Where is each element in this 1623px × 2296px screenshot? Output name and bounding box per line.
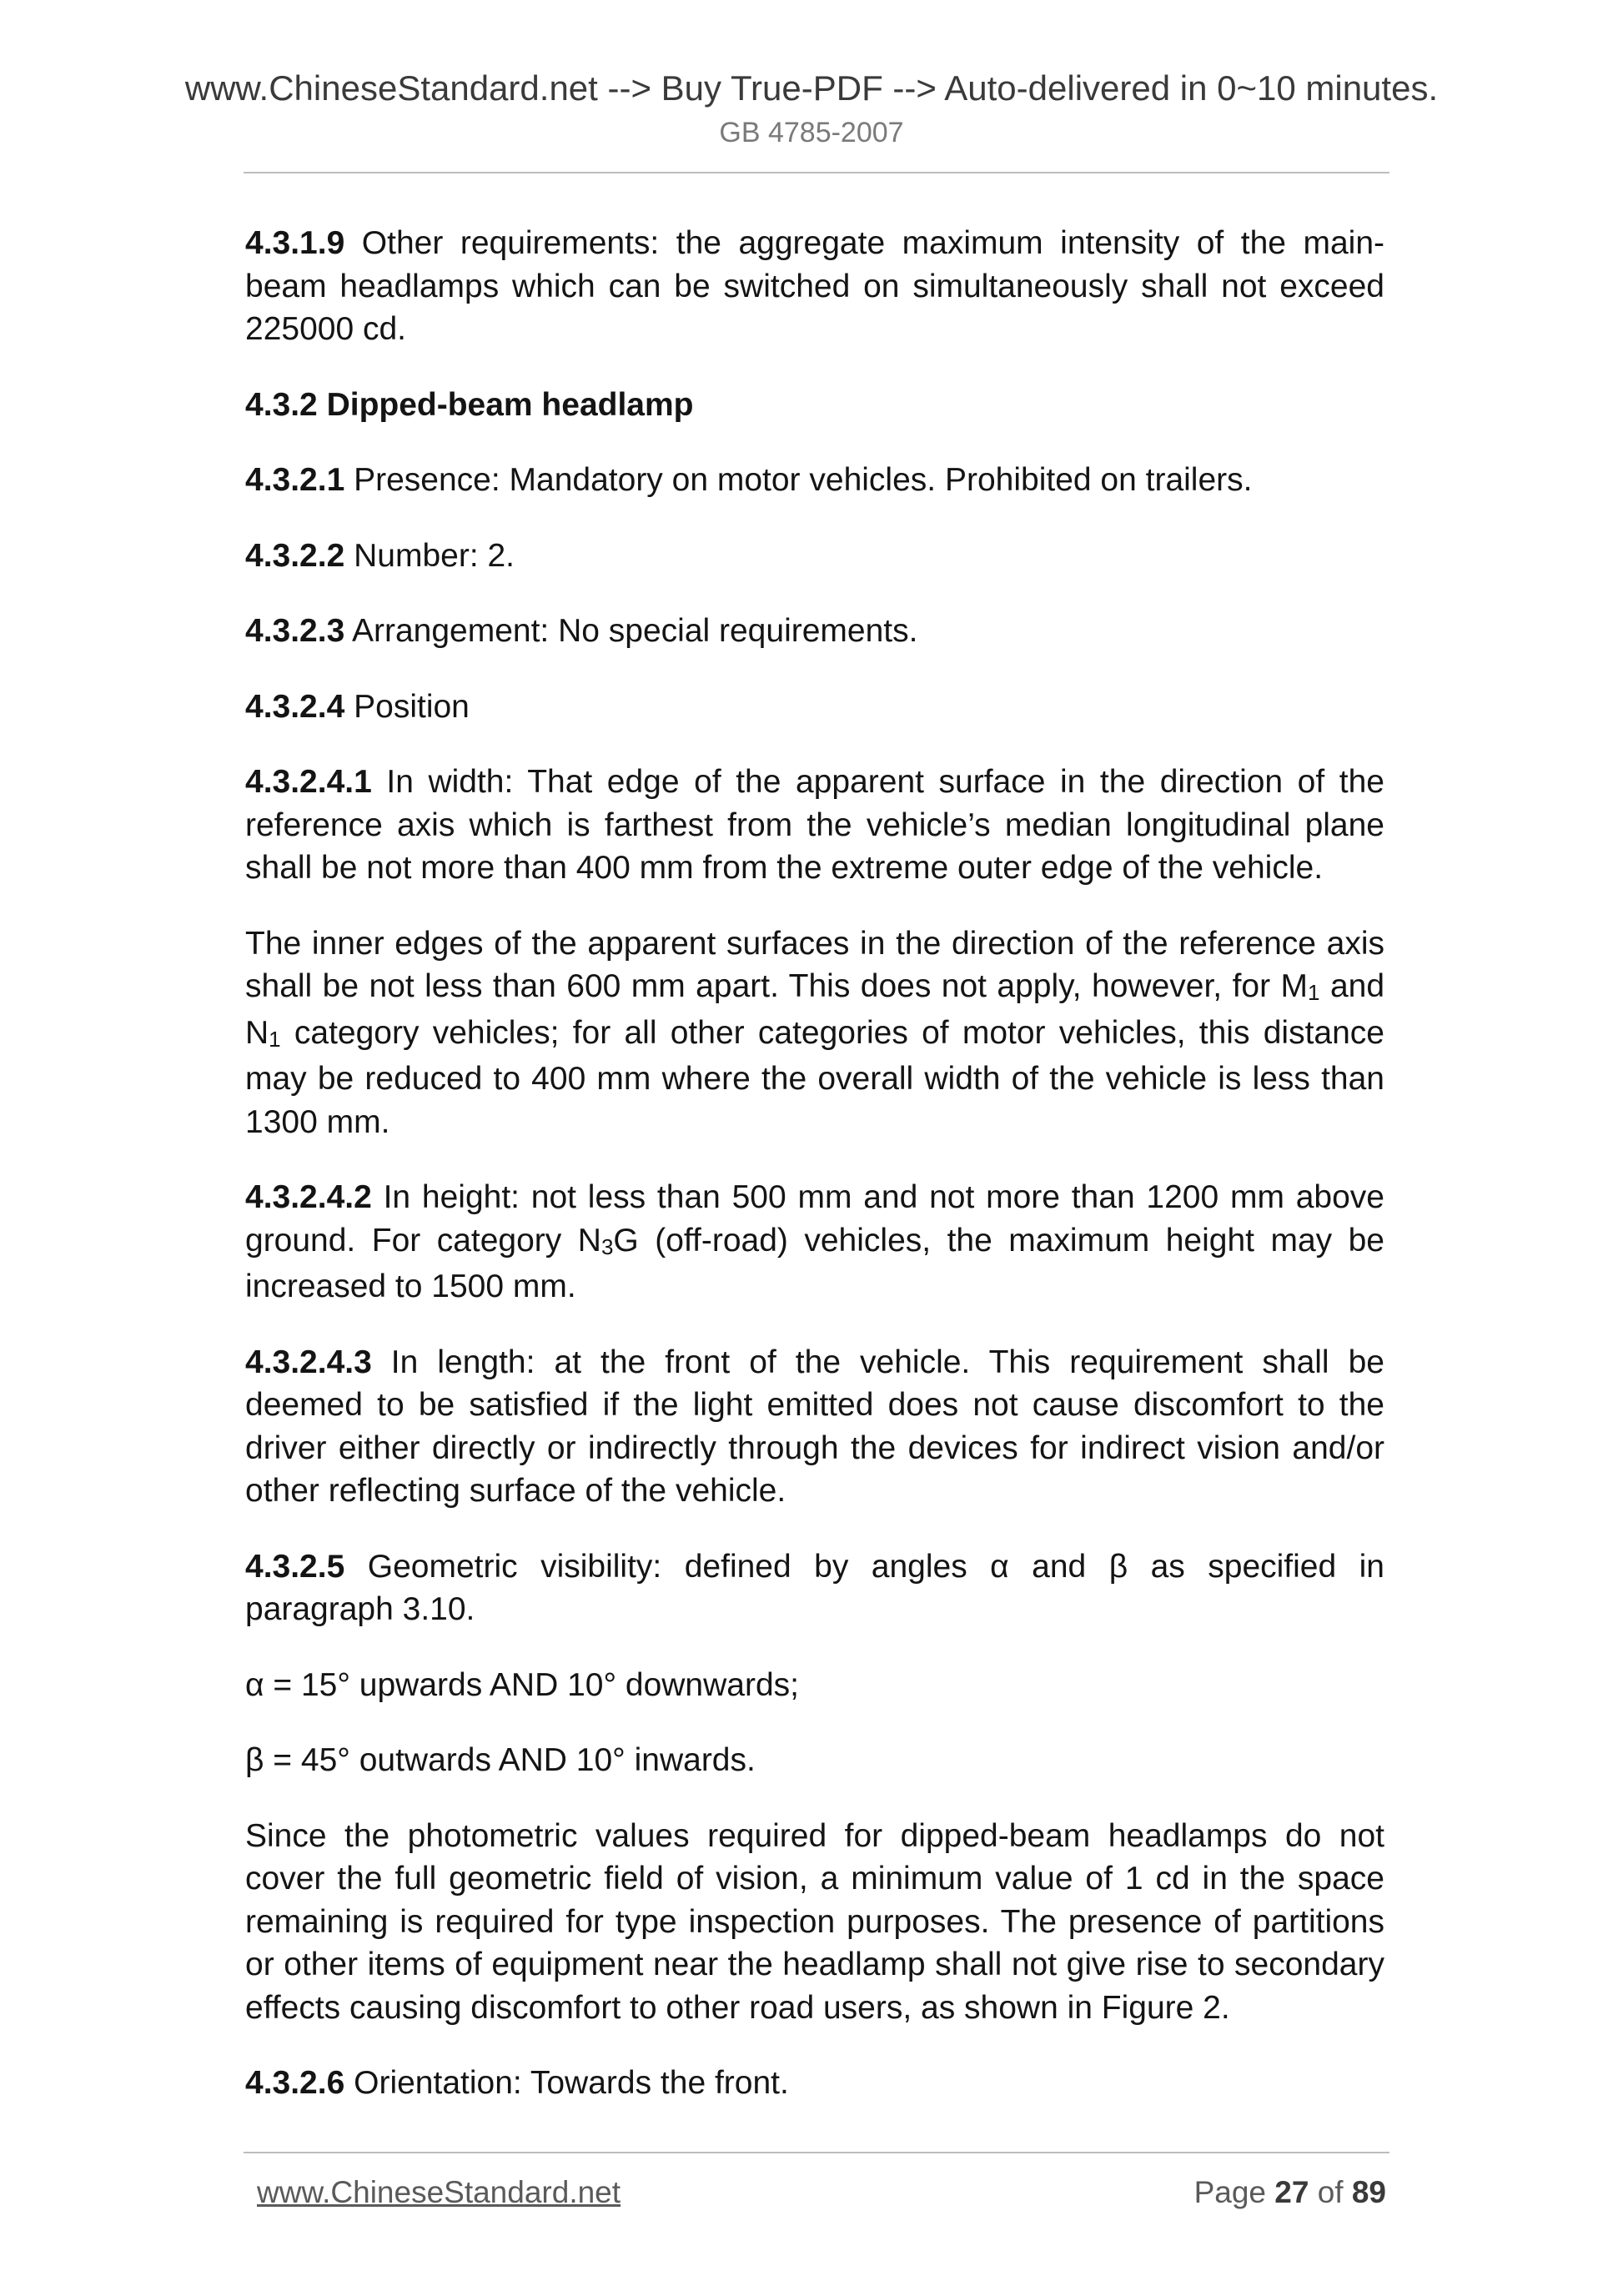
clause-text: Geometric visibility: defined by angles α and β as specified in paragraph 3.10.: [245, 1548, 1384, 1627]
clause-number: 4.3.2.4.1: [245, 764, 372, 800]
clause-4-3-1-9: [245, 222, 1384, 351]
clause-4-3-2-4-1: [245, 761, 1384, 890]
clause-4-3-2-3: [245, 610, 1384, 653]
page-word: Page: [1193, 2175, 1275, 2209]
document-body: [245, 222, 1384, 2138]
clause-number: 4.3.2.2: [245, 537, 345, 574]
angle-beta-definition: β = 45° outwards AND 10° inwards.: [245, 1742, 756, 1778]
clause-text: Orientation: Towards the front.: [344, 2065, 789, 2101]
clause-text: Number: 2.: [344, 537, 515, 574]
clause-4-3-2-1: [245, 459, 1384, 502]
footer-site-link[interactable]: www.ChineseStandard.net: [257, 2175, 621, 2209]
paragraph-text: and N: [245, 968, 1385, 1051]
subscript: 1: [269, 1026, 281, 1052]
footer-divider: [244, 2152, 1389, 2153]
clause-4-3-2-6: [245, 2062, 1384, 2105]
clause-number: 4.3.2.4.3: [245, 1344, 372, 1380]
section-heading-4-3-2: [245, 384, 1384, 427]
clause-text: In height: not less than 500 mm and not more than 1200 mm above ground. For category N: [245, 1179, 1384, 1259]
clause-number: 4.3.2.6: [245, 2065, 345, 2101]
page-of: of: [1309, 2175, 1352, 2209]
page-total: 89: [1351, 2175, 1386, 2209]
clause-number: 4.3.2.3: [245, 613, 345, 649]
section-heading-text: 4.3.2 Dipped-beam headlamp: [245, 386, 694, 423]
clause-number: 4.3.2.5: [245, 1548, 345, 1585]
subscript: 1: [1308, 980, 1320, 1005]
clause-text: Other requirements: the aggregate maximum intensity of the main-beam headlamps which can be switched on simultaneously shall not exceed 225000 cd.: [245, 225, 1384, 347]
clause-4-3-2-2: [245, 535, 1384, 578]
clause-4-3-2-5: [245, 1545, 1384, 1631]
paragraph-text: The inner edges of the apparent surfaces in the direction of the reference axis shall be not less than 600 mm apart. This does not apply, however, for M: [245, 925, 1384, 1004]
clause-number: 4.3.2.4: [245, 688, 345, 725]
subscript: 3: [600, 1233, 614, 1259]
clause-number: 4.3.1.9: [245, 225, 345, 261]
paragraph-text: category vehicles; for all other categories of motor vehicles, this distance may be reduced to 400 mm where the overall width of the vehicle is less than 1300 mm.: [245, 1014, 1384, 1140]
clause-number: 4.3.2.4.2: [245, 1179, 372, 1215]
header-divider: [244, 172, 1389, 173]
clause-4-3-2-4-3: [245, 1341, 1384, 1513]
clause-text: Position: [344, 688, 470, 725]
clause-text: In length: at the front of the vehicle. This requirement shall be deemed to be satisfied if the light emitted does not cause discomfort to the driver either directly or indirectly through the devices for indirect vision and/or other reflecting surface of the vehicle.: [245, 1344, 1384, 1509]
clause-text: G (off-road) vehicles, the maximum height may be increased to 1500 mm.: [245, 1222, 1384, 1304]
angle-alpha-definition: α = 15° upwards AND 10° downwards;: [245, 1666, 799, 1703]
standard-number: GB 4785-2007: [719, 117, 904, 148]
clause-4-3-2-4-2: [245, 1176, 1384, 1309]
page-current: 27: [1274, 2175, 1309, 2209]
paragraph-photometric: Since the photometric values required for dipped-beam headlamps do not cover the full geometric field of vision, a minimum value of 1 cd in the space remaining is required for type inspection purposes. The presence of partitions or other items of equipment near the headlamp shall not give rise to secondary effects causing discomfort to other road users, as shown in Figure 2.: [245, 1817, 1384, 2026]
clause-4-3-2-4: [245, 686, 1384, 729]
paragraph-inner-edges: [245, 922, 1384, 1144]
clause-text: Presence: Mandatory on motor vehicles. Prohibited on trailers.: [344, 462, 1253, 498]
page-indicator: [1194, 2173, 1386, 2212]
header-banner: www.ChineseStandard.net --> Buy True-PDF --> Auto-delivered in 0~10 minutes.: [184, 68, 1439, 108]
clause-text: Arrangement: No special requirements.: [344, 613, 918, 649]
clause-number: 4.3.2.1: [245, 462, 345, 498]
clause-text: In width: That edge of the apparent surface in the direction of the reference axis which is farthest from the vehicle’s median longitudinal plane shall be not more than 400 mm from the extreme outer edge of the vehicle.: [245, 764, 1384, 886]
